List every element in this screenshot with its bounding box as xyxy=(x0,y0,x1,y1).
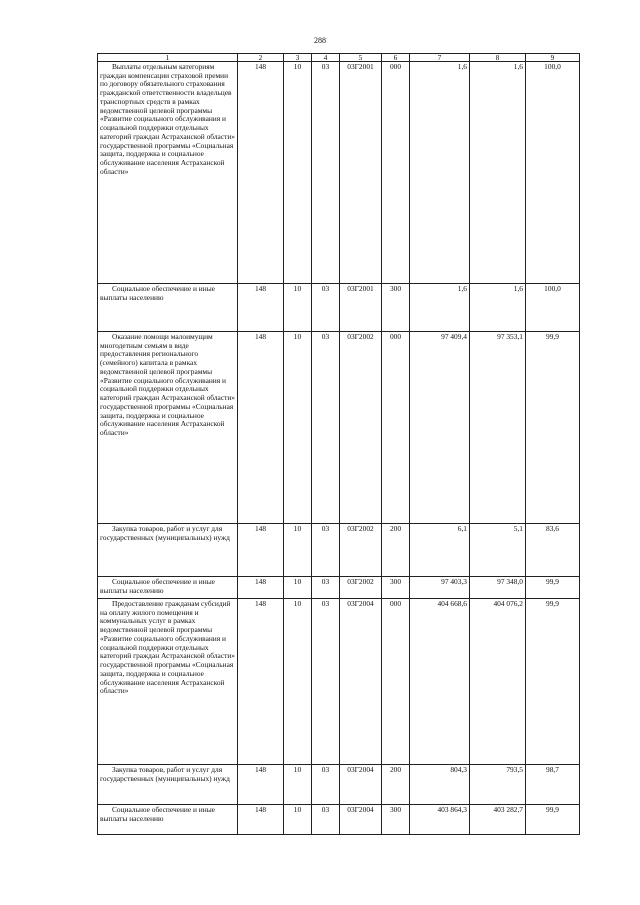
table-cell: 10 xyxy=(284,332,312,524)
table-cell: 1,6 xyxy=(410,62,470,284)
table-cell: 03Г2001 xyxy=(340,62,382,284)
table-row xyxy=(98,62,580,284)
table-row xyxy=(98,284,580,332)
column-header: 3 xyxy=(284,54,312,62)
row-name: Социальное обеспечение и иные выплаты населению xyxy=(98,577,238,599)
table-cell: 10 xyxy=(284,284,312,332)
page-number: 288 xyxy=(314,36,326,45)
table-cell: 99,9 xyxy=(526,577,580,599)
column-header: 2 xyxy=(238,54,284,62)
column-header: 6 xyxy=(382,54,410,62)
budget-table xyxy=(97,53,580,835)
table-cell: 99,9 xyxy=(526,805,580,835)
table-cell: 03 xyxy=(312,284,340,332)
table-cell: 03 xyxy=(312,62,340,284)
table-row xyxy=(98,599,580,765)
table-row xyxy=(98,524,580,577)
table-cell: 200 xyxy=(382,765,410,805)
table-cell: 403 282,7 xyxy=(470,805,526,835)
table-cell: 03Г2004 xyxy=(340,805,382,835)
table-cell: 148 xyxy=(238,332,284,524)
table-cell: 10 xyxy=(284,765,312,805)
row-name: Социальное обеспечение и иные выплаты населению xyxy=(98,284,238,332)
row-name: Предоставление гражданам субсидий на оплату жилого помещения и коммунальных услуг в рамках ведомственной целевой программы «Развитие социального обслуживания и социальной поддержки отдельных категорий граждан Астраханской области» государственной программы «Социальная защита, поддержка и социальное обслуживание населения Астраханской области» xyxy=(98,599,238,765)
table-cell: 148 xyxy=(238,62,284,284)
table-cell: 99,9 xyxy=(526,332,580,524)
table-cell: 99,9 xyxy=(526,599,580,765)
table-cell: 97 353,1 xyxy=(470,332,526,524)
table-cell: 300 xyxy=(382,577,410,599)
table-cell: 148 xyxy=(238,524,284,577)
table-cell: 98,7 xyxy=(526,765,580,805)
row-name: Оказание помощи малоимущим многодетным семьям в виде предоставления регионального (семейного) капитала в рамках ведомственной целевой программы «Развитие социального обслуживания и социальной поддержки отдельных категорий граждан Астраханской области» государственной программы «Социальная защита, поддержка и социальное обслуживание населения Астраханской области» xyxy=(98,332,238,524)
table-cell: 793,5 xyxy=(470,765,526,805)
column-number-row xyxy=(98,54,580,62)
table-cell: 97 348,0 xyxy=(470,577,526,599)
table-row xyxy=(98,332,580,524)
table-cell: 148 xyxy=(238,284,284,332)
table-cell: 000 xyxy=(382,62,410,284)
table-cell: 03 xyxy=(312,805,340,835)
row-name: Выплаты отдельным категориям граждан компенсации страховой премии по договору обязательного страхования гражданской ответственности владельцев транспортных средств в рамках ведомственной целевой программы «Развитие социального обслуживания и социальной поддержки отдельных категорий граждан Астраханской области» государственной программы «Социальная защита, поддержка и социальное обслуживание населения Астраханской области» xyxy=(98,62,238,284)
table-cell: 804,3 xyxy=(410,765,470,805)
column-header: 4 xyxy=(312,54,340,62)
table-cell: 300 xyxy=(382,805,410,835)
table-cell: 148 xyxy=(238,805,284,835)
table-cell: 03 xyxy=(312,577,340,599)
table-cell: 148 xyxy=(238,599,284,765)
table-cell: 03 xyxy=(312,524,340,577)
table-cell: 03Г2004 xyxy=(340,599,382,765)
table-cell: 03Г2001 xyxy=(340,284,382,332)
table-cell: 148 xyxy=(238,765,284,805)
table-cell: 03 xyxy=(312,332,340,524)
table-cell: 03Г2002 xyxy=(340,524,382,577)
table-cell: 5,1 xyxy=(470,524,526,577)
table-cell: 10 xyxy=(284,62,312,284)
table-cell: 1,6 xyxy=(470,62,526,284)
table-cell: 404 076,2 xyxy=(470,599,526,765)
column-header: 5 xyxy=(340,54,382,62)
table-cell: 10 xyxy=(284,524,312,577)
row-name: Закупка товаров, работ и услуг для государственных (муниципальных) нужд xyxy=(98,765,238,805)
table-cell: 300 xyxy=(382,284,410,332)
table-cell: 100,0 xyxy=(526,62,580,284)
table-cell: 1,6 xyxy=(470,284,526,332)
table-row xyxy=(98,765,580,805)
column-header: 8 xyxy=(470,54,526,62)
table-cell: 200 xyxy=(382,524,410,577)
table-cell: 03 xyxy=(312,599,340,765)
table-cell: 03Г2004 xyxy=(340,765,382,805)
row-name: Закупка товаров, работ и услуг для государственных (муниципальных) нужд xyxy=(98,524,238,577)
table-cell: 10 xyxy=(284,805,312,835)
table-cell: 000 xyxy=(382,599,410,765)
table-cell: 97 403,3 xyxy=(410,577,470,599)
table-cell: 03Г2002 xyxy=(340,332,382,524)
table-cell: 100,0 xyxy=(526,284,580,332)
table-cell: 10 xyxy=(284,599,312,765)
table-row xyxy=(98,577,580,599)
column-header: 1 xyxy=(98,54,238,62)
table-cell: 403 864,3 xyxy=(410,805,470,835)
table-cell: 148 xyxy=(238,577,284,599)
table-cell: 97 409,4 xyxy=(410,332,470,524)
table-cell: 000 xyxy=(382,332,410,524)
table-cell: 03 xyxy=(312,765,340,805)
column-header: 7 xyxy=(410,54,470,62)
table-row xyxy=(98,805,580,835)
column-header: 9 xyxy=(526,54,580,62)
row-name: Социальное обеспечение и иные выплаты населению xyxy=(98,805,238,835)
table-cell: 1,6 xyxy=(410,284,470,332)
table-cell: 10 xyxy=(284,577,312,599)
table-cell: 404 668,6 xyxy=(410,599,470,765)
table-cell: 6,1 xyxy=(410,524,470,577)
table-cell: 83,6 xyxy=(526,524,580,577)
table-cell: 03Г2002 xyxy=(340,577,382,599)
